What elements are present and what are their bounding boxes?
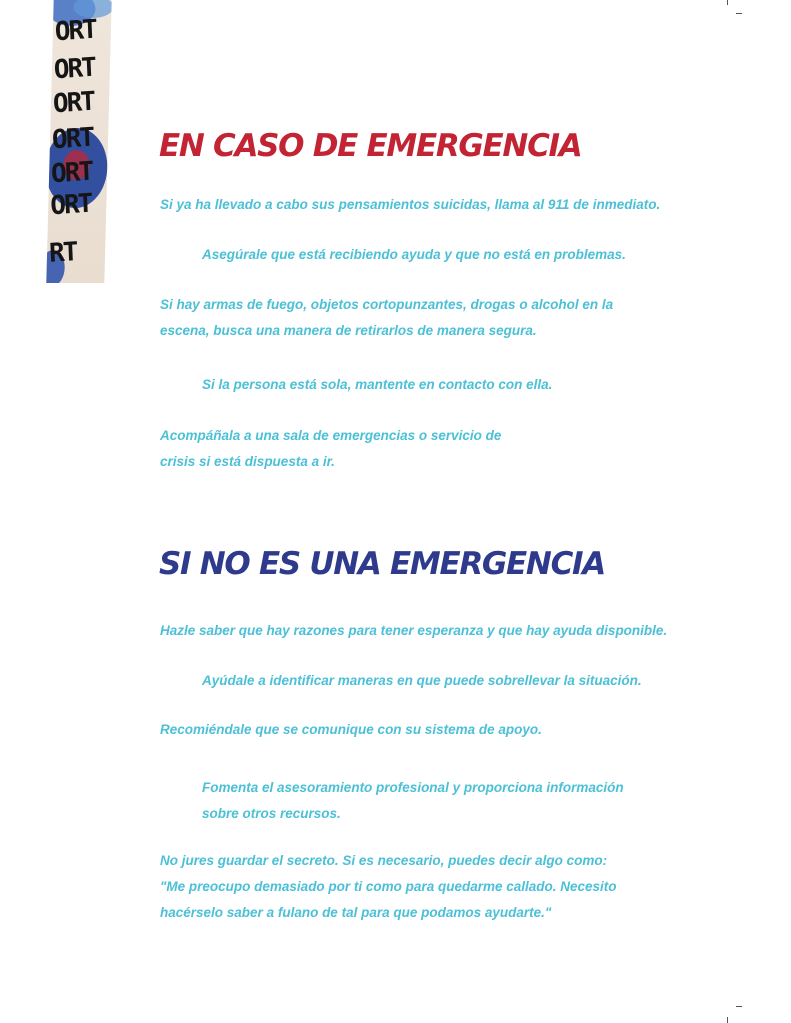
crop-mark [736,13,742,14]
crop-mark [727,1017,728,1023]
strip-scrawl: ORT [52,86,95,120]
non-emergency-item-2 [202,668,642,694]
crop-mark [727,0,728,5]
item-line: Fomenta el asesoramiento profesional y proporciona información [202,780,624,795]
item-line: sobre otros recursos. [202,806,341,821]
item-line: hacérselo saber a fulano de tal para que podamos ayudarte." [160,905,552,920]
strip-scrawl: ORT [51,122,94,156]
strip-scrawl: RT [48,237,78,269]
item-line: Si hay armas de fuego, objetos cortopunzantes, drogas o alcohol en la [160,297,614,312]
emergency-item-2 [202,242,626,268]
item-line: crisis si está dispuesta a ir. [160,454,335,469]
non-emergency-item-5 [160,848,617,926]
emergency-heading: EN CASO DE EMERGENCIA [159,128,582,164]
non-emergency-heading: SI NO ES UNA EMERGENCIA [159,546,605,582]
strip-scrawl: ORT [53,52,96,86]
item-line: Acompáñala a una sala de emergencias o servicio de [160,428,502,443]
item-line: No jures guardar el secreto. Si es necesario, puedes decir algo como: [160,853,608,868]
item-line: escena, busca una manera de retirarlos de manera segura. [160,323,537,338]
item-line: Si la persona está sola, mantente en contacto con ella. [202,377,553,392]
item-line: Si ya ha llevado a cabo sus pensamientos suicidas, llama al 911 de inmediato. [160,197,661,212]
non-emergency-item-3 [160,717,542,743]
emergency-item-3 [160,292,613,344]
strip-scrawl: ORT [50,156,93,190]
item-line: Ayúdale a identificar maneras en que puede sobrellevar la situación. [202,673,642,688]
emergency-item-1 [160,192,660,218]
strip-scrawl: ORT [54,14,97,48]
non-emergency-item-1 [160,618,667,644]
item-line: Asegúrale que está recibiendo ayuda y que no está en problemas. [202,247,626,262]
decorative-paper-strip [46,0,111,283]
emergency-item-4 [202,372,552,398]
item-line: "Me preocupo demasiado por ti como para quedarme callado. Necesito [160,879,617,894]
non-emergency-item-4 [202,775,624,827]
item-line: Hazle saber que hay razones para tener esperanza y que hay ayuda disponible. [160,623,668,638]
strip-scrawl: ORT [49,188,92,222]
emergency-item-5 [160,423,501,475]
item-line: Recomiéndale que se comunique con su sistema de apoyo. [160,722,542,737]
crop-mark [736,1006,742,1007]
